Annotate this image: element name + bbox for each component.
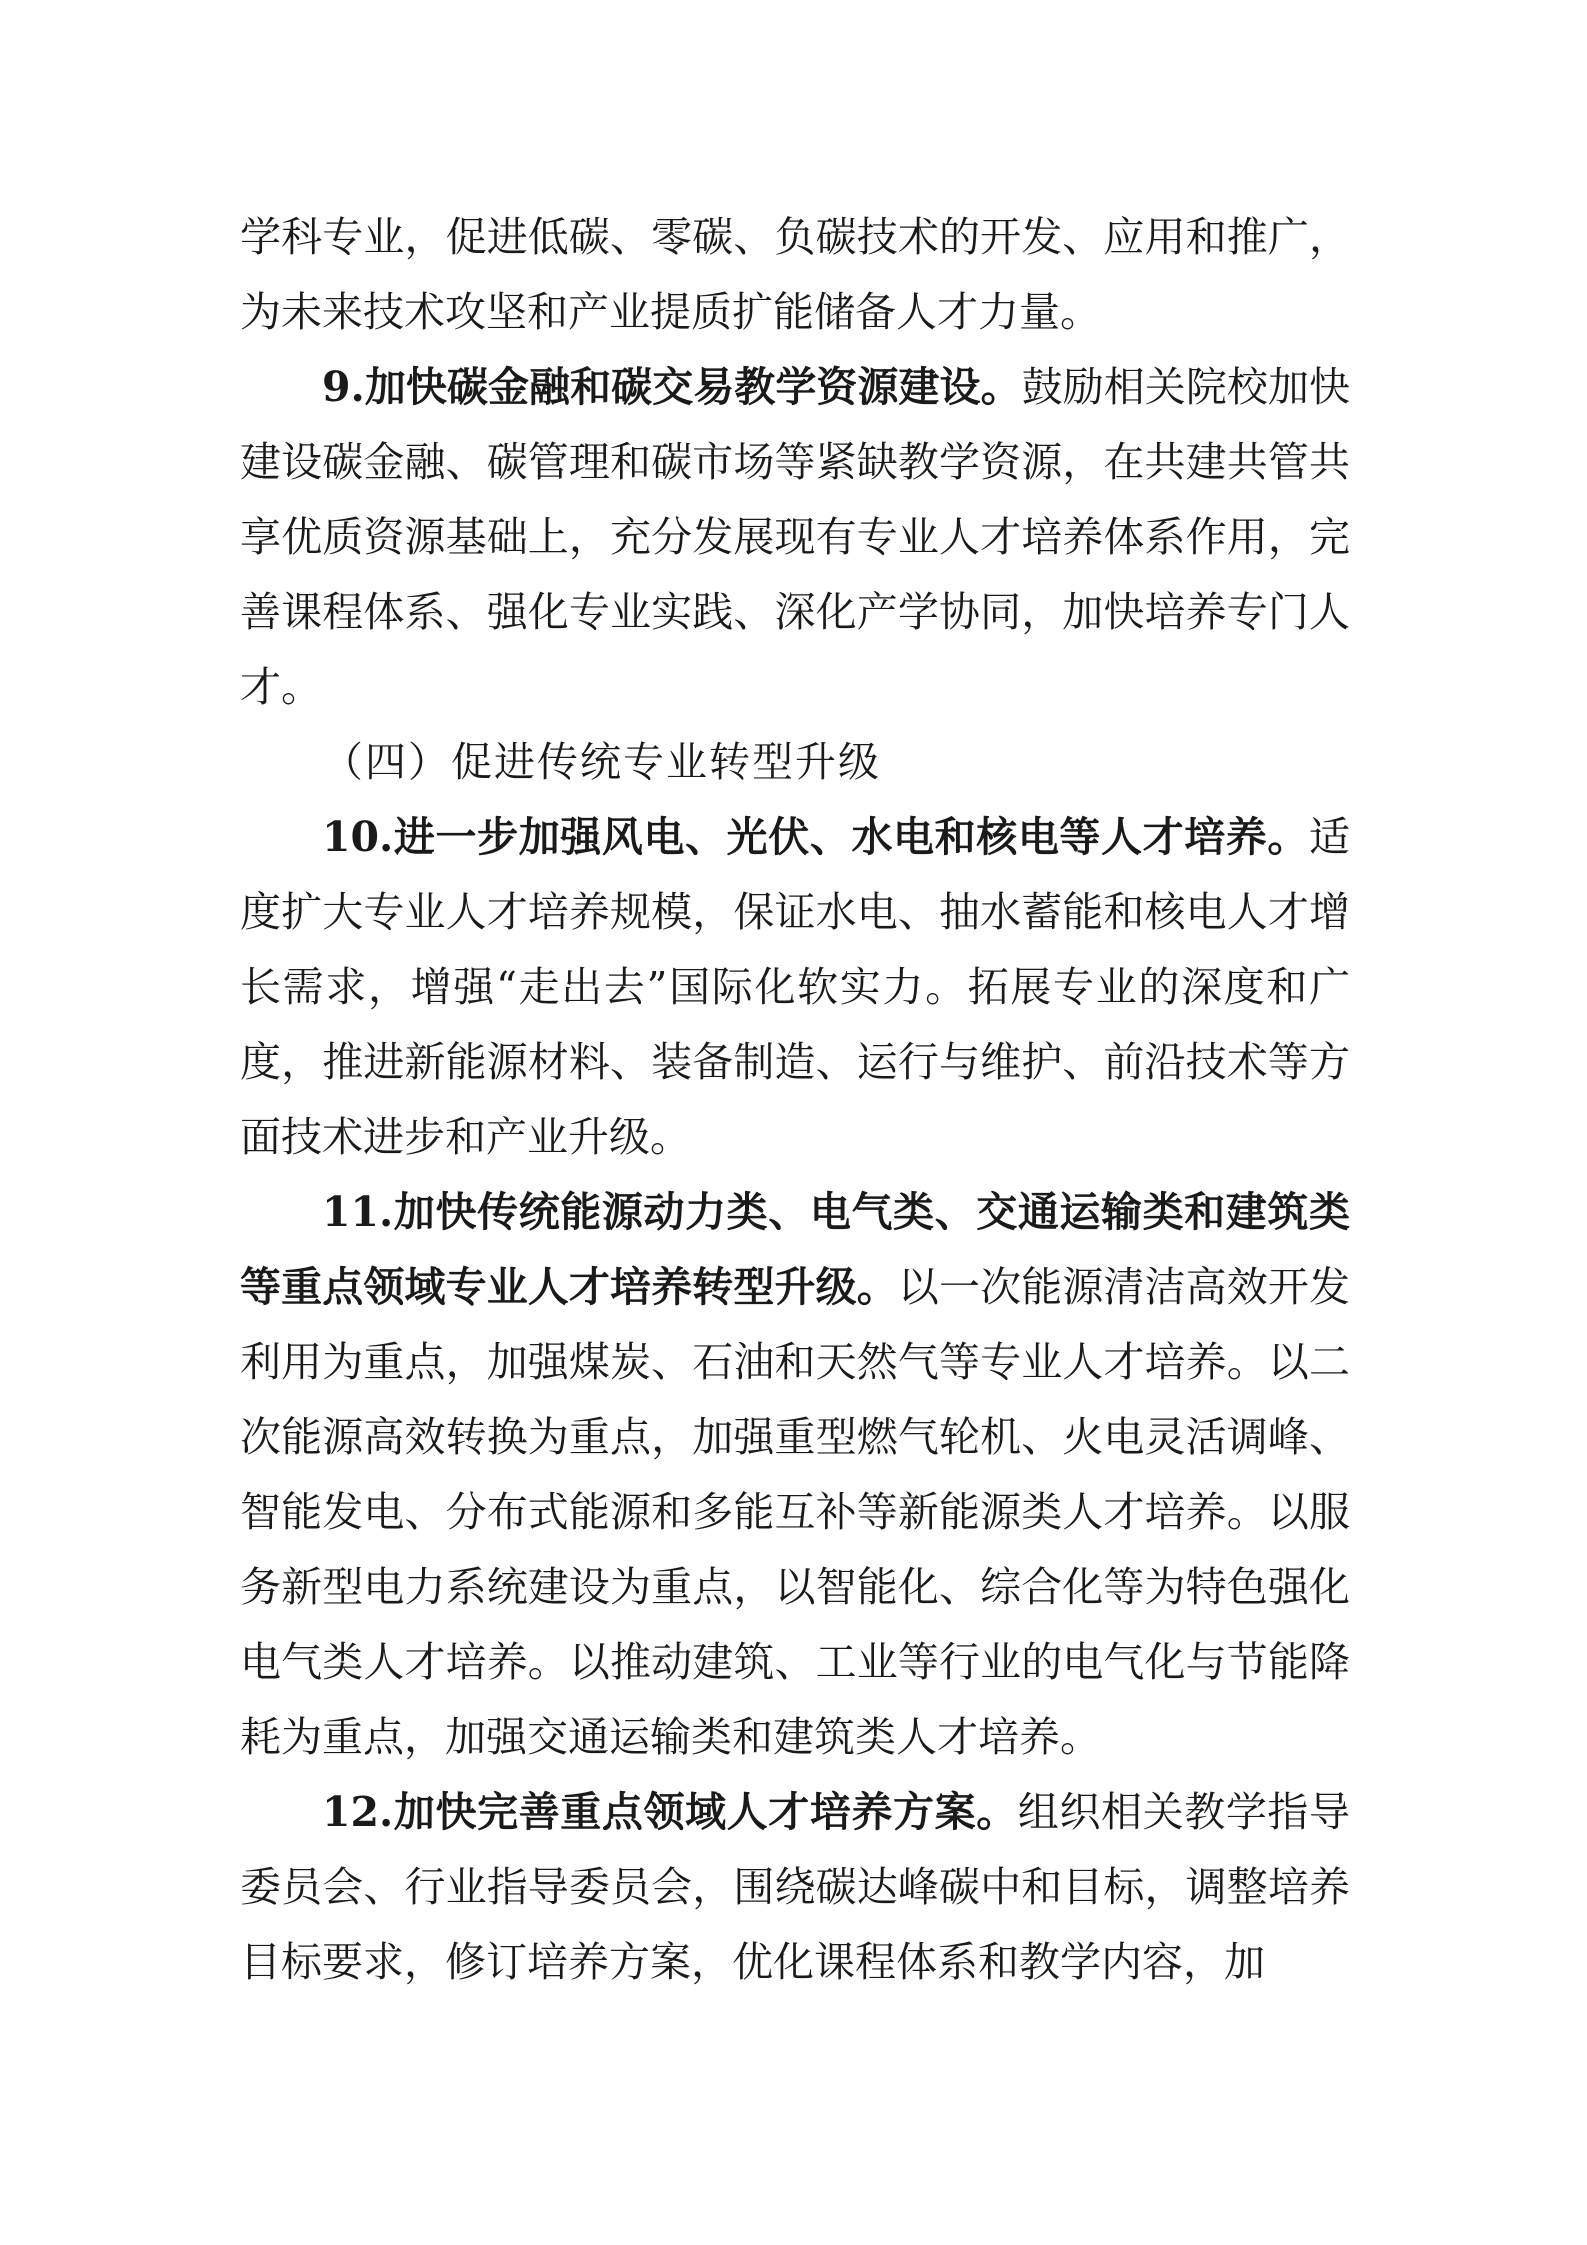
paragraph-text: 以一次能源清洁高效开发利用为重点，加强煤炭、石油和天然气等专业人才培养。以二次能源高效转换为重点，加强重型燃气轮机、火电灵活调峰、智能发电、分布式能源和多能互补等新能源类人才培养。以服务新型电力系统建设为重点，以智能化、综合化等为特色强化电气类人才培养。以推动建筑、工业等行业的电气化与节能降耗为重点，加强交通运输类和建筑类人才培养。 bbox=[240, 1263, 1351, 1761]
paragraph-item-9 bbox=[240, 350, 1350, 725]
paragraph-text: 组织相关教学指导委员会、行业指导委员会，围绕碳达峰碳中和目标，调整培养目标要求，修订培养方案，优化课程体系和教学内容，加 bbox=[240, 1788, 1351, 1986]
paragraph-item-11 bbox=[240, 1175, 1350, 1775]
paragraph-item-12 bbox=[240, 1775, 1350, 2000]
paragraph-text: 鼓励相关院校加快建设碳金融、碳管理和碳市场等紧缺教学资源，在共建共管共享优质资源基础上，充分发展现有专业人才培养体系作用，完善课程体系、强化专业实践、深化产学协同，加快培养专门人才。 bbox=[240, 363, 1351, 711]
item-heading: 9.加快碳金融和碳交易教学资源建设。 bbox=[322, 363, 1022, 411]
section-heading: （四）促进传统专业转型升级 bbox=[322, 738, 881, 786]
document-body bbox=[240, 200, 1350, 2000]
item-heading: 10.进一步加强风电、光伏、水电和核电等人才培养。 bbox=[322, 813, 1309, 861]
item-heading: 11.加快传统能源动力类、电气类、交通运输类和建筑类等重点领域专业人才培养转型升级。 bbox=[240, 1188, 1350, 1311]
item-heading: 12.加快完善重点领域人才培养方案。 bbox=[322, 1788, 1018, 1836]
paragraph-text: 学科专业，促进低碳、零碳、负碳技术的开发、应用和推广，为未来技术攻坚和产业提质扩能储备人才力量。 bbox=[240, 213, 1350, 336]
paragraph-text: 适度扩大专业人才培养规模，保证水电、抽水蓄能和核电人才增长需求，增强“走出去”国际化软实力。拓展专业的深度和广度，推进新能源材料、装备制造、运行与维护、前沿技术等方面技术进步和产业升级。 bbox=[240, 813, 1350, 1161]
paragraph-continuation bbox=[240, 200, 1350, 350]
paragraph-item-10 bbox=[240, 800, 1350, 1175]
